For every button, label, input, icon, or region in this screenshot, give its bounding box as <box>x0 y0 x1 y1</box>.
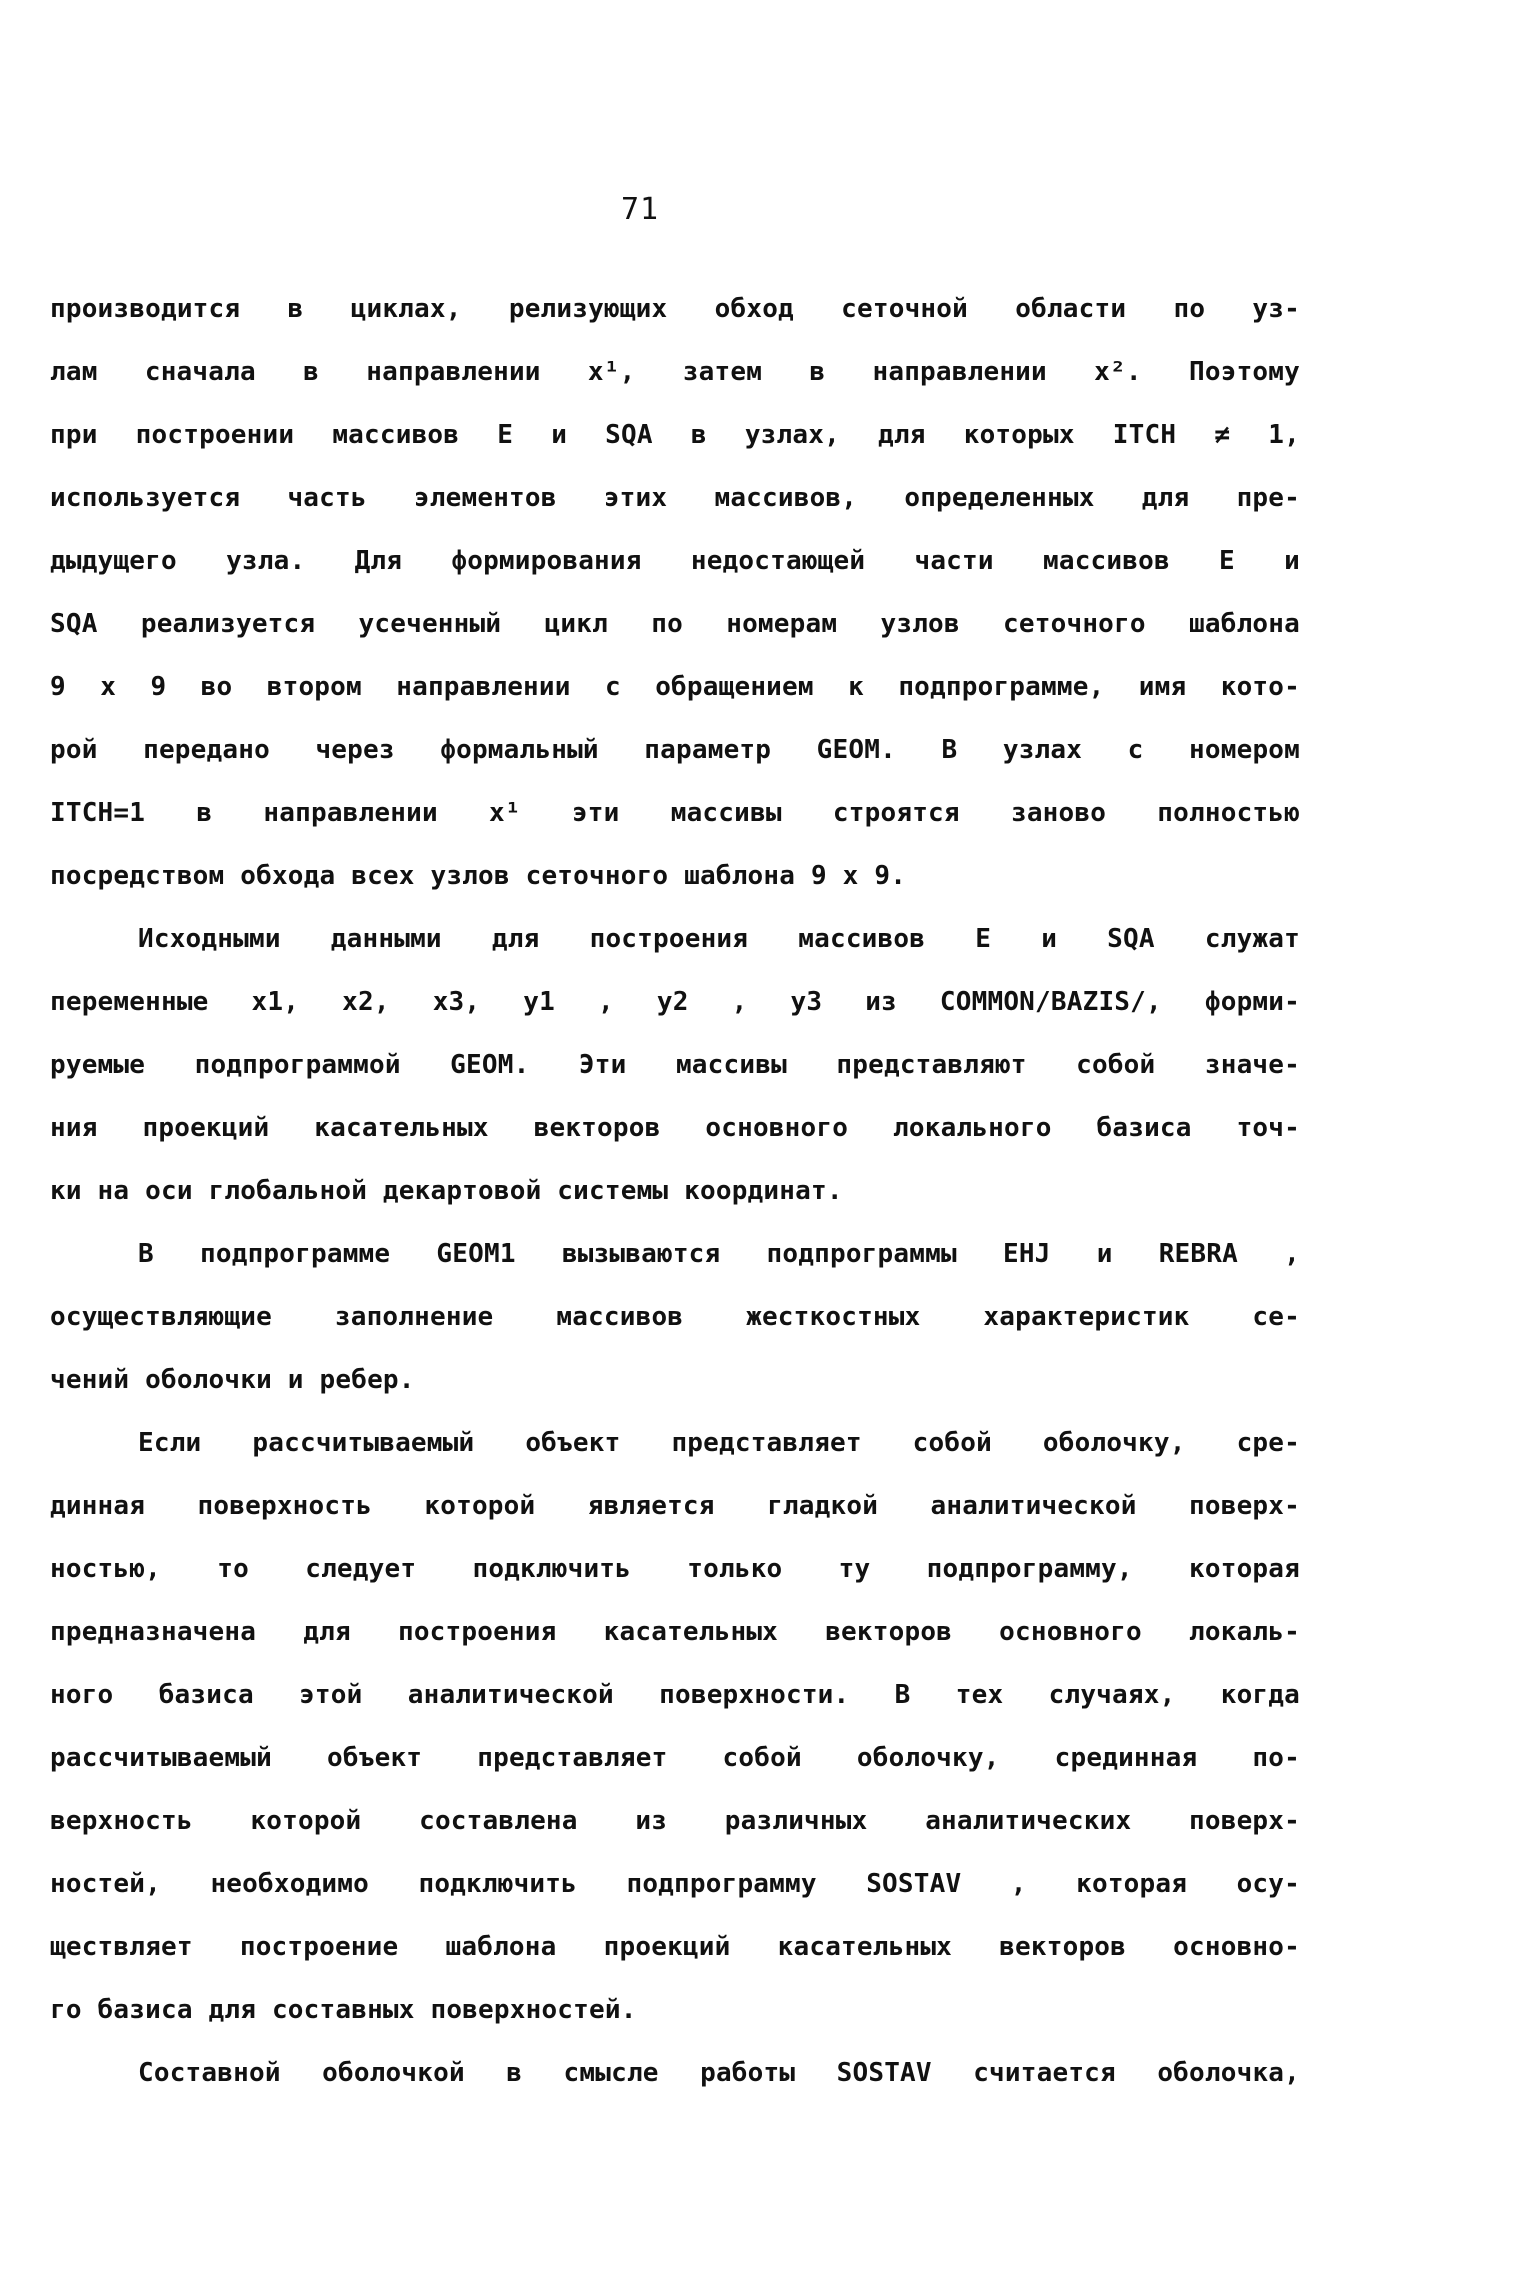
text-line: ществляет построение шаблона проекций касательных векторов основно- <box>50 1932 1300 1962</box>
text-line: при построении массивов E и SQA в узлах, для которых ITCH ≠ 1, <box>50 420 1300 450</box>
text-line: верхность которой составлена из различных аналитических поверх- <box>50 1806 1300 1836</box>
page-number: 71 <box>620 192 660 227</box>
text-line: переменные x1, x2, x3, y1 , y2 , y3 из COMMON/BAZIS/, форми- <box>50 987 1300 1017</box>
text-line: чений оболочки и ребер. <box>50 1365 415 1395</box>
text-line: рассчитываемый объект представляет собой оболочку, срединная по- <box>50 1743 1300 1773</box>
text-line: рой передано через формальный параметр GEOM. В узлах с номером <box>50 735 1300 765</box>
text-line: Если рассчитываемый объект представляет собой оболочку, сре- <box>138 1428 1300 1458</box>
text-line: Исходными данными для построения массивов E и SQA служат <box>138 924 1300 954</box>
text-line: ния проекций касательных векторов основного локального базиса точ- <box>50 1113 1300 1143</box>
text-line: динная поверхность которой является гладкой аналитической поверх- <box>50 1491 1300 1521</box>
text-line: ного базиса этой аналитической поверхности. В тех случаях, когда <box>50 1680 1300 1710</box>
text-line: SQA реализуется усеченный цикл по номерам узлов сеточного шаблона <box>50 609 1300 639</box>
body-text <box>50 278 1300 2105</box>
text-line: лам сначала в направлении x¹, затем в направлении x². Поэтому <box>50 357 1300 387</box>
text-line: производится в циклах, релизующих обход сеточной области по уз- <box>50 294 1300 324</box>
text-line: Составной оболочкой в смысле работы SOSTAV считается оболочка, <box>138 2058 1300 2088</box>
text-line: ностью, то следует подключить только ту подпрограмму, которая <box>50 1554 1300 1584</box>
text-line: В подпрограмме GEOM1 вызываются подпрограммы EHJ и REBRA , <box>138 1239 1300 1269</box>
text-line: го базиса для составных поверхностей. <box>50 1995 637 2025</box>
text-line: предназначена для построения касательных векторов основного локаль- <box>50 1617 1300 1647</box>
text-line: используется часть элементов этих массивов, определенных для пре- <box>50 483 1300 513</box>
text-line: руемые подпрограммой GEOM. Эти массивы представляют собой значе- <box>50 1050 1300 1080</box>
text-line: 9 x 9 во втором направлении с обращением к подпрограмме, имя кото- <box>50 672 1300 702</box>
text-line: осуществляющие заполнение массивов жесткостных характеристик се- <box>50 1302 1300 1332</box>
text-line: ITCH=1 в направлении x¹ эти массивы строятся заново полностью <box>50 798 1300 828</box>
text-line: дыдущего узла. Для формирования недостающей части массивов E и <box>50 546 1300 576</box>
text-line: посредством обхода всех узлов сеточного шаблона 9 x 9. <box>50 861 907 891</box>
text-line: ностей, необходимо подключить подпрограмму SOSTAV , которая осу- <box>50 1869 1300 1899</box>
text-line: ки на оси глобальной декартовой системы координат. <box>50 1176 843 1206</box>
